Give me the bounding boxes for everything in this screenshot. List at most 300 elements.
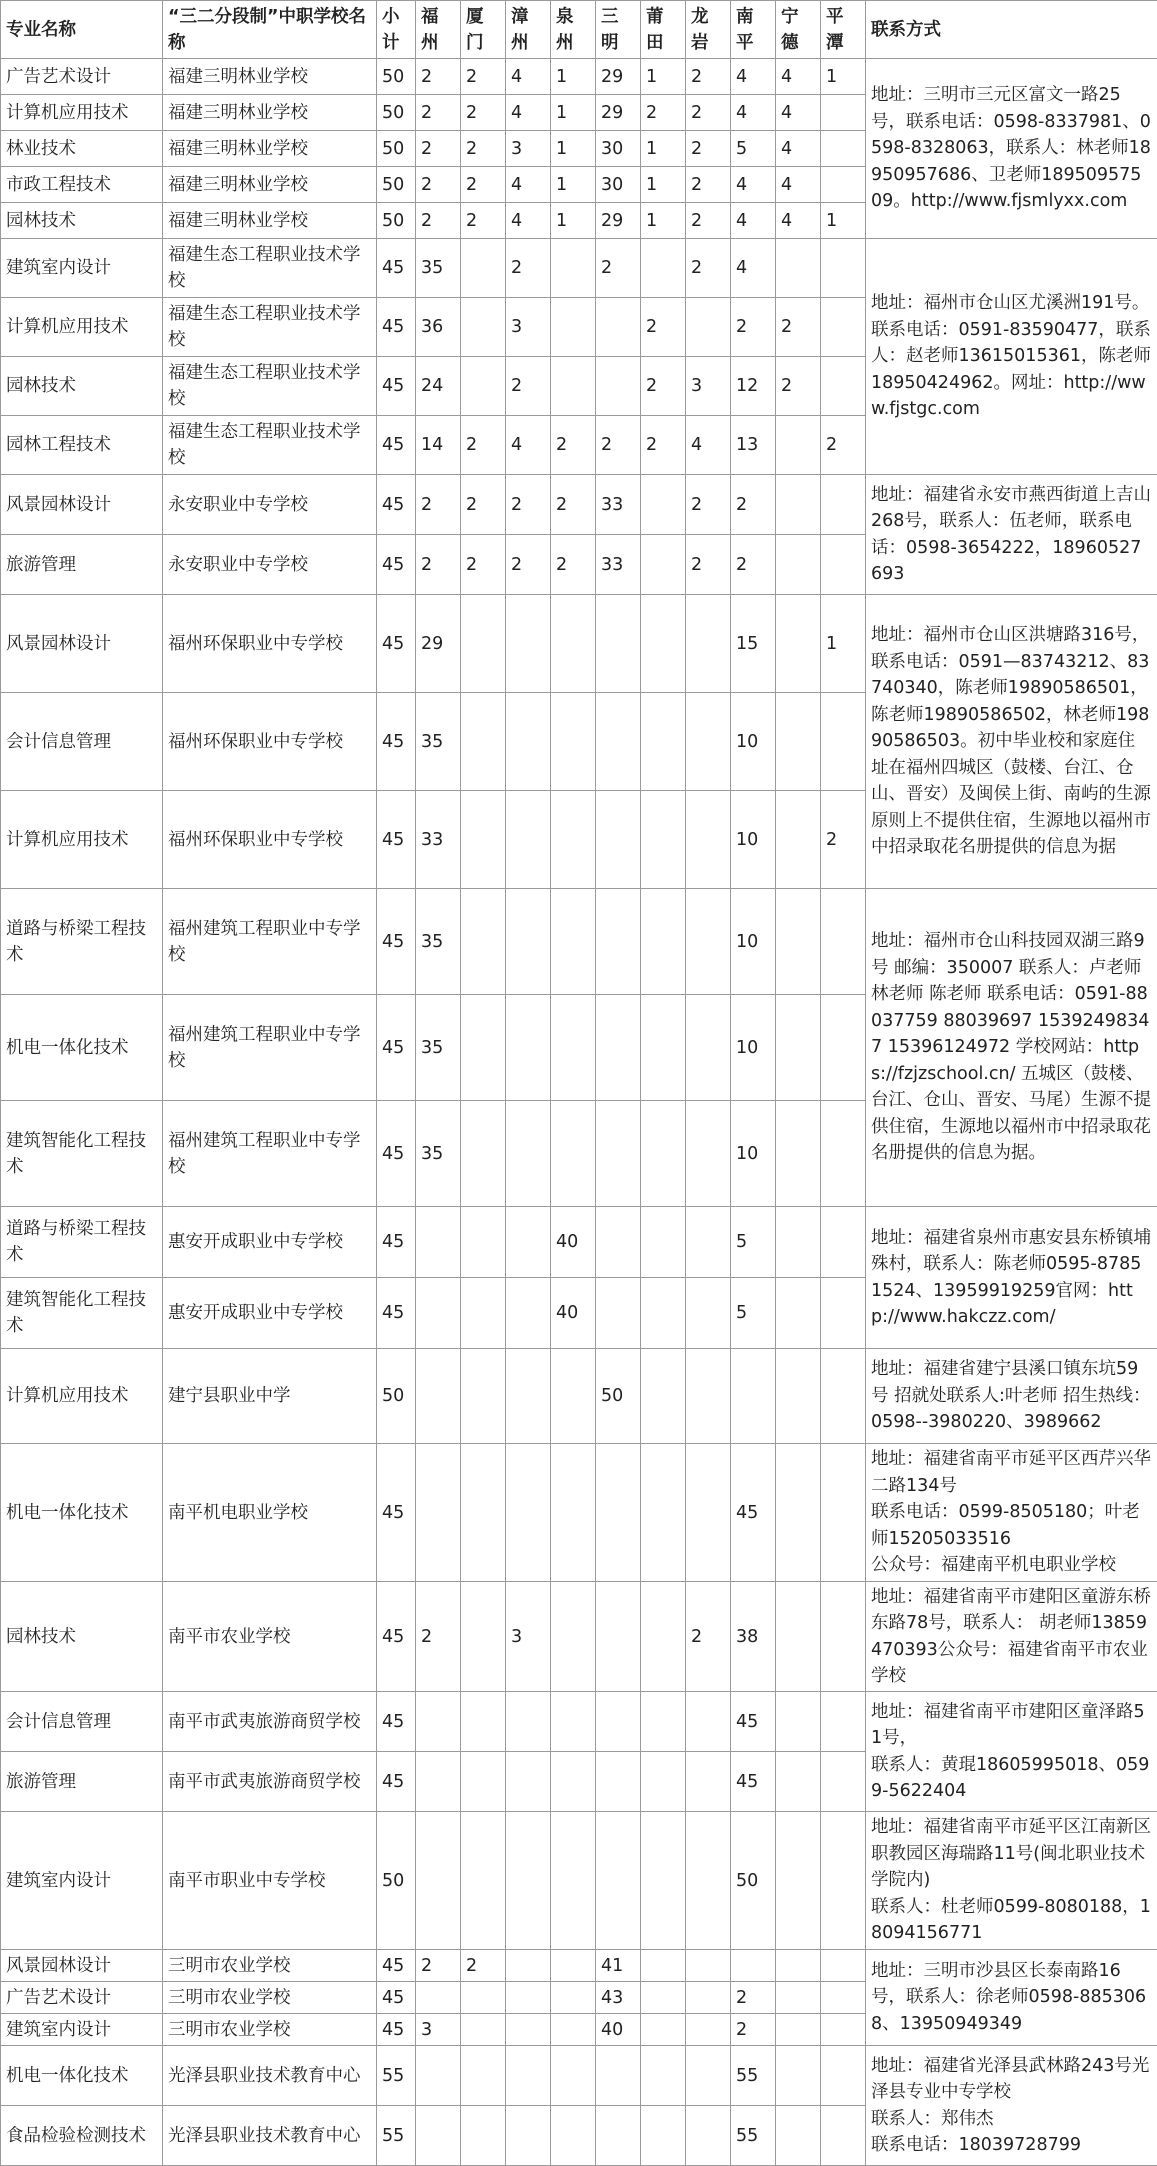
cell-subtotal: 45: [377, 1444, 416, 1582]
cell-fuzhou: 2: [416, 95, 461, 131]
header-major: 专业名称: [1, 1, 163, 59]
cell-ningde: [776, 791, 821, 889]
cell-major: 计算机应用技术: [1, 791, 163, 889]
cell-pingtan: [821, 2106, 866, 2166]
cell-xiamen: [461, 889, 506, 995]
cell-longyan: 2: [686, 203, 731, 239]
cell-putian: [641, 693, 686, 791]
cell-nanping: 2: [731, 535, 776, 595]
cell-quanzhou: [551, 1752, 596, 1812]
cell-longyan: [686, 1207, 731, 1278]
cell-subtotal: 50: [377, 203, 416, 239]
cell-putian: [641, 1752, 686, 1812]
cell-nanping: 45: [731, 1752, 776, 1812]
table-row: [1, 1950, 1157, 1982]
cell-major: 市政工程技术: [1, 167, 163, 203]
cell-contact: 地址：福建省建宁县溪口镇东坑59号 招就处联系人:叶老师 招生热线：0598--3980220、3989662: [866, 1349, 1157, 1444]
cell-fuzhou: 2: [416, 1950, 461, 1982]
cell-sanming: 30: [596, 167, 641, 203]
cell-fuzhou: [416, 1207, 461, 1278]
cell-fuzhou: [416, 1444, 461, 1582]
cell-major: 道路与桥梁工程技术: [1, 889, 163, 995]
cell-quanzhou: 1: [551, 95, 596, 131]
cell-major: 计算机应用技术: [1, 1349, 163, 1444]
cell-longyan: [686, 298, 731, 357]
header-quanzhou: 泉州: [551, 1, 596, 59]
cell-pingtan: [821, 1582, 866, 1692]
cell-putian: [641, 1982, 686, 2014]
cell-ningde: [776, 693, 821, 791]
cell-putian: [641, 1582, 686, 1692]
cell-sanming: 29: [596, 203, 641, 239]
cell-longyan: 3: [686, 357, 731, 416]
table-row: [1, 595, 1157, 693]
cell-ningde: 4: [776, 167, 821, 203]
cell-longyan: [686, 889, 731, 995]
cell-longyan: 2: [686, 1582, 731, 1692]
cell-quanzhou: [551, 1812, 596, 1950]
cell-school: 建宁县职业中学: [163, 1349, 377, 1444]
cell-sanming: [596, 1752, 641, 1812]
cell-xiamen: 2: [461, 167, 506, 203]
cell-nanping: 45: [731, 1692, 776, 1752]
cell-longyan: 2: [686, 475, 731, 535]
header-pingtan: 平潭: [821, 1, 866, 59]
cell-subtotal: 45: [377, 416, 416, 475]
table-row: [1, 475, 1157, 535]
cell-ningde: [776, 1207, 821, 1278]
cell-quanzhou: [551, 1692, 596, 1752]
cell-quanzhou: 2: [551, 535, 596, 595]
cell-fuzhou: 2: [416, 131, 461, 167]
cell-school: 三明市农业学校: [163, 1982, 377, 2014]
table-row: [1, 1692, 1157, 1752]
cell-fuzhou: 35: [416, 995, 461, 1101]
header-xiamen: 厦门: [461, 1, 506, 59]
cell-fuzhou: 2: [416, 1582, 461, 1692]
header-fuzhou: 福州: [416, 1, 461, 59]
cell-nanping: 4: [731, 203, 776, 239]
cell-zhangzhou: [506, 2014, 551, 2046]
cell-ningde: 4: [776, 59, 821, 95]
cell-zhangzhou: 2: [506, 535, 551, 595]
cell-zhangzhou: 3: [506, 131, 551, 167]
cell-school: 福建三明林业学校: [163, 59, 377, 95]
cell-longyan: [686, 693, 731, 791]
cell-longyan: [686, 2106, 731, 2166]
cell-sanming: [596, 2046, 641, 2106]
cell-sanming: [596, 995, 641, 1101]
cell-sanming: 33: [596, 535, 641, 595]
cell-longyan: 2: [686, 59, 731, 95]
table-row: [1, 1582, 1157, 1692]
cell-zhangzhou: 2: [506, 239, 551, 298]
cell-quanzhou: 40: [551, 1278, 596, 1349]
cell-fuzhou: 35: [416, 1101, 461, 1207]
cell-nanping: 12: [731, 357, 776, 416]
cell-xiamen: [461, 1444, 506, 1582]
cell-quanzhou: [551, 2014, 596, 2046]
cell-major: 风景园林设计: [1, 595, 163, 693]
cell-nanping: 55: [731, 2106, 776, 2166]
cell-nanping: 10: [731, 889, 776, 995]
cell-zhangzhou: [506, 1101, 551, 1207]
cell-pingtan: 1: [821, 203, 866, 239]
cell-contact: 地址：三明市三元区富文一路25号，联系电话：0598-8337981、0598-8328063，联系人：林老师18950957686、卫老师18950957509。http://www.fjsmlyxx.com: [866, 59, 1157, 239]
table-row: [1, 2046, 1157, 2106]
cell-school: 福州建筑工程职业中专学校: [163, 1101, 377, 1207]
cell-pingtan: [821, 1812, 866, 1950]
cell-major: 会计信息管理: [1, 693, 163, 791]
cell-xiamen: [461, 1582, 506, 1692]
cell-nanping: [731, 1349, 776, 1444]
cell-nanping: 10: [731, 693, 776, 791]
cell-zhangzhou: [506, 1692, 551, 1752]
cell-zhangzhou: 4: [506, 416, 551, 475]
cell-school: 光泽县职业技术教育中心: [163, 2106, 377, 2166]
cell-sanming: [596, 1278, 641, 1349]
cell-school: 福建生态工程职业技术学校: [163, 239, 377, 298]
cell-xiamen: [461, 1692, 506, 1752]
cell-ningde: [776, 2046, 821, 2106]
cell-longyan: [686, 791, 731, 889]
cell-xiamen: [461, 1101, 506, 1207]
cell-xiamen: [461, 1278, 506, 1349]
cell-sanming: [596, 1812, 641, 1950]
cell-zhangzhou: 4: [506, 59, 551, 95]
cell-longyan: 4: [686, 416, 731, 475]
cell-major: 建筑智能化工程技术: [1, 1278, 163, 1349]
cell-xiamen: 2: [461, 131, 506, 167]
cell-zhangzhou: [506, 1349, 551, 1444]
cell-major: 园林技术: [1, 357, 163, 416]
cell-subtotal: 45: [377, 1207, 416, 1278]
cell-contact: 地址：福建省永安市燕西街道上吉山268号，联系人：伍老师，联系电话：0598-3654222，18960527693: [866, 475, 1157, 595]
cell-subtotal: 45: [377, 1982, 416, 2014]
cell-major: 计算机应用技术: [1, 298, 163, 357]
cell-sanming: [596, 1444, 641, 1582]
cell-subtotal: 45: [377, 2014, 416, 2046]
cell-pingtan: [821, 95, 866, 131]
cell-ningde: [776, 1582, 821, 1692]
cell-quanzhou: 1: [551, 131, 596, 167]
cell-xiamen: [461, 239, 506, 298]
header-subtotal: 小计: [377, 1, 416, 59]
cell-school: 福州环保职业中专学校: [163, 791, 377, 889]
cell-subtotal: 45: [377, 239, 416, 298]
cell-fuzhou: 2: [416, 535, 461, 595]
cell-quanzhou: [551, 1349, 596, 1444]
cell-school: 南平市农业学校: [163, 1582, 377, 1692]
cell-fuzhou: [416, 1982, 461, 2014]
cell-major: 机电一体化技术: [1, 995, 163, 1101]
cell-quanzhou: [551, 1582, 596, 1692]
cell-ningde: 2: [776, 298, 821, 357]
cell-fuzhou: 3: [416, 2014, 461, 2046]
cell-fuzhou: [416, 1692, 461, 1752]
cell-fuzhou: 36: [416, 298, 461, 357]
cell-subtotal: 45: [377, 1950, 416, 1982]
cell-nanping: 2: [731, 2014, 776, 2046]
cell-ningde: [776, 2014, 821, 2046]
cell-zhangzhou: [506, 1812, 551, 1950]
cell-quanzhou: [551, 791, 596, 889]
cell-quanzhou: 1: [551, 59, 596, 95]
cell-major: 林业技术: [1, 131, 163, 167]
cell-zhangzhou: [506, 889, 551, 995]
cell-contact: 地址：福建省光泽县武林路243号光泽县专业中专学校 联系人：郑伟杰 联系电话：18039728799: [866, 2046, 1157, 2166]
cell-quanzhou: [551, 357, 596, 416]
cell-quanzhou: [551, 595, 596, 693]
cell-xiamen: [461, 1982, 506, 2014]
cell-zhangzhou: 2: [506, 475, 551, 535]
cell-zhangzhou: [506, 995, 551, 1101]
cell-nanping: 10: [731, 791, 776, 889]
cell-nanping: 2: [731, 1982, 776, 2014]
cell-xiamen: [461, 1812, 506, 1950]
cell-pingtan: [821, 1444, 866, 1582]
cell-subtotal: 45: [377, 595, 416, 693]
cell-fuzhou: [416, 1278, 461, 1349]
cell-fuzhou: 2: [416, 59, 461, 95]
header-nanping: 南平: [731, 1, 776, 59]
cell-longyan: [686, 1982, 731, 2014]
cell-fuzhou: 35: [416, 889, 461, 995]
cell-zhangzhou: [506, 1278, 551, 1349]
cell-school: 福州环保职业中专学校: [163, 595, 377, 693]
cell-putian: 1: [641, 167, 686, 203]
cell-sanming: [596, 1692, 641, 1752]
cell-longyan: [686, 595, 731, 693]
cell-putian: [641, 791, 686, 889]
cell-sanming: 2: [596, 239, 641, 298]
cell-major: 园林工程技术: [1, 416, 163, 475]
cell-putian: [641, 1812, 686, 1950]
cell-xiamen: 2: [461, 59, 506, 95]
cell-subtotal: 50: [377, 95, 416, 131]
cell-sanming: [596, 595, 641, 693]
cell-nanping: 38: [731, 1582, 776, 1692]
cell-longyan: 2: [686, 131, 731, 167]
cell-longyan: [686, 995, 731, 1101]
cell-school: 福建三明林业学校: [163, 203, 377, 239]
cell-longyan: [686, 1101, 731, 1207]
cell-xiamen: [461, 357, 506, 416]
cell-xiamen: 2: [461, 535, 506, 595]
header-ningde: 宁德: [776, 1, 821, 59]
cell-xiamen: [461, 1207, 506, 1278]
table-row: [1, 1444, 1157, 1582]
cell-zhangzhou: 4: [506, 95, 551, 131]
table-row: [1, 1349, 1157, 1444]
cell-xiamen: 2: [461, 95, 506, 131]
cell-ningde: 2: [776, 357, 821, 416]
cell-longyan: 2: [686, 239, 731, 298]
cell-contact: 地址：福建省南平市延平区江南新区职教园区海瑞路11号(闽北职业技术学院内) 联系人：杜老师0599-8080188，18094156771: [866, 1812, 1157, 1950]
cell-longyan: 2: [686, 95, 731, 131]
cell-quanzhou: 2: [551, 475, 596, 535]
cell-school: 福建生态工程职业技术学校: [163, 416, 377, 475]
cell-contact: 地址：福建省南平市延平区西芹兴华二路134号 联系电话：0599-8505180；叶老师15205033516 公众号：福建南平机电职业学校: [866, 1444, 1157, 1582]
cell-sanming: [596, 1101, 641, 1207]
cell-pingtan: [821, 1349, 866, 1444]
cell-ningde: [776, 1812, 821, 1950]
cell-school: 福建生态工程职业技术学校: [163, 357, 377, 416]
cell-ningde: [776, 1101, 821, 1207]
cell-major: 机电一体化技术: [1, 2046, 163, 2106]
header-row: [1, 1, 1157, 59]
cell-major: 会计信息管理: [1, 1692, 163, 1752]
cell-quanzhou: 1: [551, 167, 596, 203]
cell-longyan: [686, 1278, 731, 1349]
table-row: [1, 1207, 1157, 1278]
cell-school: 南平机电职业学校: [163, 1444, 377, 1582]
cell-major: 园林技术: [1, 1582, 163, 1692]
cell-nanping: 55: [731, 2046, 776, 2106]
table-body: [1, 59, 1157, 2166]
cell-ningde: [776, 475, 821, 535]
cell-putian: [641, 1101, 686, 1207]
cell-ningde: 4: [776, 203, 821, 239]
cell-nanping: 45: [731, 1444, 776, 1582]
cell-major: 风景园林设计: [1, 475, 163, 535]
cell-school: 福建生态工程职业技术学校: [163, 298, 377, 357]
cell-school: 福州建筑工程职业中专学校: [163, 995, 377, 1101]
cell-school: 福建三明林业学校: [163, 95, 377, 131]
cell-quanzhou: 2: [551, 416, 596, 475]
cell-contact: 地址：福州市仓山区洪塘路316号，联系电话：0591—83743212、83740340，陈老师19890586501，陈老师19890586502，林老师19890586503。初中毕业校和家庭住址在福州四城区（鼓楼、台江、仓山、晋安）及闽侯上街、南屿的生源原则上不提供住宿，生源地以福州市中招录取花名册提供的信息为据: [866, 595, 1157, 889]
cell-fuzhou: 35: [416, 693, 461, 791]
cell-subtotal: 50: [377, 131, 416, 167]
cell-sanming: [596, 357, 641, 416]
cell-major: 旅游管理: [1, 535, 163, 595]
cell-ningde: [776, 1692, 821, 1752]
cell-fuzhou: 29: [416, 595, 461, 693]
cell-pingtan: [821, 889, 866, 995]
cell-nanping: [731, 1950, 776, 1982]
cell-nanping: 4: [731, 239, 776, 298]
cell-fuzhou: [416, 1349, 461, 1444]
cell-nanping: 5: [731, 1207, 776, 1278]
cell-pingtan: [821, 1950, 866, 1982]
cell-subtotal: 45: [377, 475, 416, 535]
cell-putian: [641, 2046, 686, 2106]
cell-nanping: 50: [731, 1812, 776, 1950]
cell-sanming: 40: [596, 2014, 641, 2046]
cell-longyan: [686, 2014, 731, 2046]
cell-ningde: [776, 1444, 821, 1582]
cell-xiamen: [461, 1752, 506, 1812]
cell-quanzhou: [551, 995, 596, 1101]
cell-pingtan: [821, 2046, 866, 2106]
cell-xiamen: [461, 2046, 506, 2106]
cell-zhangzhou: 3: [506, 1582, 551, 1692]
cell-subtotal: 45: [377, 995, 416, 1101]
cell-ningde: [776, 535, 821, 595]
cell-putian: 1: [641, 131, 686, 167]
header-contact: 联系方式: [866, 1, 1157, 59]
cell-longyan: [686, 2046, 731, 2106]
cell-pingtan: [821, 693, 866, 791]
cell-zhangzhou: [506, 1982, 551, 2014]
cell-school: 光泽县职业技术教育中心: [163, 2046, 377, 2106]
cell-pingtan: 2: [821, 791, 866, 889]
cell-contact: 地址：福建省南平市建阳区童泽路51号， 联系人：黄琨18605995018、0599-5622404: [866, 1692, 1157, 1812]
cell-quanzhou: [551, 889, 596, 995]
cell-major: 建筑智能化工程技术: [1, 1101, 163, 1207]
cell-sanming: [596, 2106, 641, 2166]
cell-sanming: 50: [596, 1349, 641, 1444]
cell-sanming: 29: [596, 95, 641, 131]
cell-major: 建筑室内设计: [1, 1812, 163, 1950]
cell-school: 惠安开成职业中专学校: [163, 1278, 377, 1349]
cell-longyan: [686, 1950, 731, 1982]
header-longyan: 龙岩: [686, 1, 731, 59]
cell-putian: 2: [641, 298, 686, 357]
cell-putian: [641, 889, 686, 995]
cell-zhangzhou: [506, 1444, 551, 1582]
cell-ningde: 4: [776, 95, 821, 131]
cell-quanzhou: [551, 298, 596, 357]
cell-nanping: 4: [731, 59, 776, 95]
cell-quanzhou: 1: [551, 203, 596, 239]
header-sanming: 三明: [596, 1, 641, 59]
cell-quanzhou: 40: [551, 1207, 596, 1278]
header-school: “三二分段制”中职学校名称: [163, 1, 377, 59]
cell-fuzhou: 2: [416, 475, 461, 535]
cell-fuzhou: 14: [416, 416, 461, 475]
table-row: [1, 889, 1157, 995]
cell-subtotal: 45: [377, 298, 416, 357]
cell-zhangzhou: [506, 595, 551, 693]
cell-quanzhou: [551, 1444, 596, 1582]
cell-putian: [641, 2014, 686, 2046]
cell-putian: [641, 239, 686, 298]
cell-pingtan: 1: [821, 59, 866, 95]
cell-longyan: 2: [686, 535, 731, 595]
cell-subtotal: 55: [377, 2106, 416, 2166]
cell-sanming: 33: [596, 475, 641, 535]
cell-ningde: [776, 1349, 821, 1444]
cell-pingtan: [821, 1752, 866, 1812]
cell-zhangzhou: [506, 791, 551, 889]
cell-quanzhou: [551, 2106, 596, 2166]
cell-ningde: [776, 416, 821, 475]
cell-putian: [641, 1207, 686, 1278]
cell-pingtan: [821, 475, 866, 535]
cell-pingtan: [821, 1982, 866, 2014]
cell-major: 旅游管理: [1, 1752, 163, 1812]
cell-fuzhou: [416, 2046, 461, 2106]
cell-sanming: [596, 693, 641, 791]
cell-xiamen: [461, 298, 506, 357]
cell-nanping: 5: [731, 1278, 776, 1349]
cell-putian: [641, 1278, 686, 1349]
cell-zhangzhou: [506, 2106, 551, 2166]
cell-fuzhou: 2: [416, 203, 461, 239]
cell-nanping: 4: [731, 167, 776, 203]
cell-quanzhou: [551, 1101, 596, 1207]
cell-putian: [641, 475, 686, 535]
cell-quanzhou: [551, 1950, 596, 1982]
cell-contact: 地址：福州市仓山科技园双湖三路9号 邮编：350007 联系人：卢老师 林老师 陈老师 联系电话：0591-88037759 88039697 15392498347 15396124972 学校网站：https://fzjzschool.cn/ 五城区（鼓楼、台江、仓山、晋安、马尾）生源不提供住宿，生源地以福州市中招录取花名册提供的信息为据。: [866, 889, 1157, 1207]
cell-pingtan: [821, 2014, 866, 2046]
cell-pingtan: [821, 1278, 866, 1349]
cell-ningde: [776, 1278, 821, 1349]
cell-school: 福州环保职业中专学校: [163, 693, 377, 791]
cell-putian: [641, 1349, 686, 1444]
cell-contact: 地址：三明市沙县区长泰南路16号，联系人：徐老师0598-8853068、13950949349: [866, 1950, 1157, 2046]
